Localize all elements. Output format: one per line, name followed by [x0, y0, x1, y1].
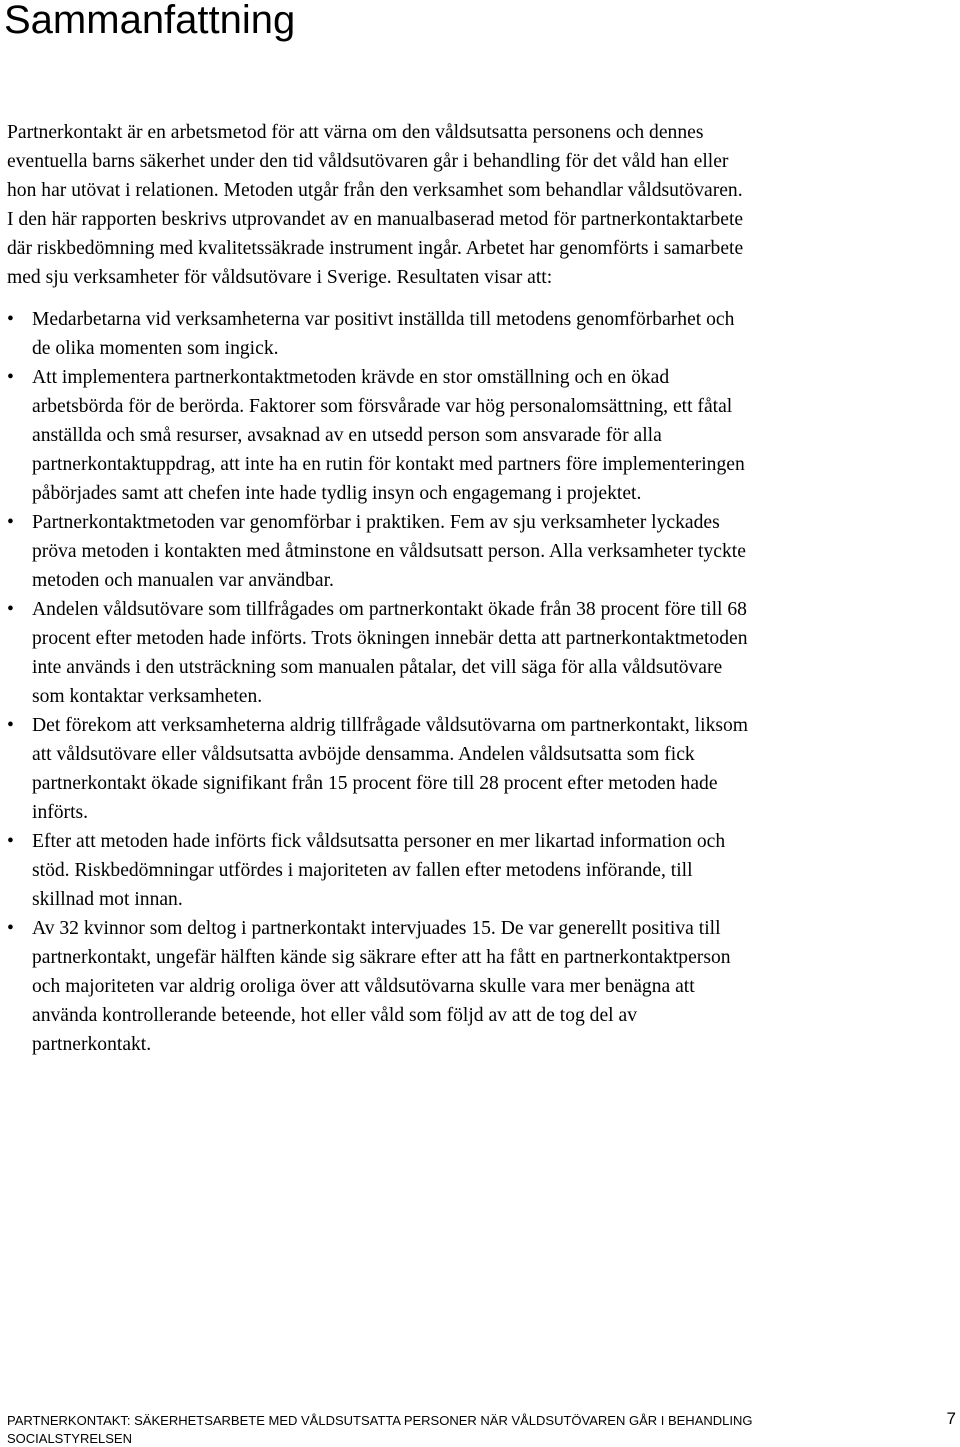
- bullet-icon: •: [7, 367, 14, 388]
- list-item-text: Efter att metoden hade införts fick våldsutsatta personer en mer likartad information och stöd. Riskbedömningar utfördes i majoriteten av fallen efter metodens införande, till skillnad mot innan.: [32, 831, 726, 910]
- bullet-icon: •: [7, 831, 14, 852]
- list-item-text: Andelen våldsutövare som tillfrågades om partnerkontakt ökade från 38 procent före till 68 procent efter metoden hade införts. Trots ökningen innebär detta att partnerkontaktmetoden inte används i den utsträckning som manualen påtalar, det vill säga för alla våldsutövare som kontaktar verksamheten.: [32, 599, 748, 707]
- bullet-icon: •: [7, 512, 14, 533]
- list-item-text: Det förekom att verksamheterna aldrig tillfrågade våldsutövarna om partnerkontakt, liksom att våldsutövare eller våldsutsatta avböjde densamma. Andelen våldsutsatta som fick partnerkontakt ökade signifikant från 15 procent före till 28 procent efter metoden hade införts.: [32, 715, 749, 823]
- list-item: [7, 595, 752, 711]
- list-item: [7, 827, 752, 914]
- list-item-text: Av 32 kvinnor som deltog i partnerkontakt intervjuades 15. De var generellt positiva till partnerkontakt, ungefär hälften kände sig säkrare efter att ha fått en partnerkontaktperson och majoriteten var aldrig oroliga över att våldsutövarna skulle vara mer benägna att använda kontrollerande beteende, hot eller våld som följd av att de tog del av partnerkontakt.: [32, 918, 731, 1055]
- bullet-icon: •: [7, 715, 14, 736]
- summary-body: [7, 118, 752, 1059]
- list-item: [7, 305, 752, 363]
- bullet-icon: •: [7, 599, 14, 620]
- list-item: [7, 711, 752, 827]
- bullet-icon: •: [7, 309, 14, 330]
- page-title: Sammanfattning: [4, 0, 296, 42]
- list-item: [7, 914, 752, 1059]
- page-number: 7: [946, 1409, 956, 1428]
- list-item: [7, 508, 752, 595]
- bullet-icon: •: [7, 918, 14, 939]
- list-item-text: Partnerkontaktmetoden var genomförbar i praktiken. Fem av sju verksamheter lyckades pröva metoden i kontakten med åtminstone en våldsutsatt person. Alla verksamheter tyckte metoden och manualen var användbar.: [32, 512, 746, 591]
- intro-paragraph: Partnerkontakt är en arbetsmetod för att värna om den våldsutsatta personens och dennes eventuella barns säkerhet under den tid våldsutövaren går i behandling för det våld han eller hon har utövat i relationen. Metoden utgår från den verksamhet som behandlar våldsutövaren. I den här rapporten beskrivs utprovandet av en manualbaserad metod för partnerkontaktarbete där riskbedömning med kvalitetssäkrade instrument ingår. Arbetet har genomförts i samarbete med sju verksamheter för våldsutövare i Sverige. Resultaten visar att:: [7, 122, 744, 288]
- footer-publisher: SOCIALSTYRELSEN: [7, 1431, 132, 1446]
- footer-report-title: PARTNERKONTAKT: SÄKERHETSARBETE MED VÅLDSUTSATTA PERSONER NÄR VÅLDSUTÖVAREN GÅR I BEHANDLING: [7, 1413, 753, 1428]
- list-item-text: Medarbetarna vid verksamheterna var positivt inställda till metodens genomförbarhet och de olika momenten som ingick.: [32, 309, 735, 359]
- findings-list: [7, 305, 752, 1059]
- list-item-text: Att implementera partnerkontaktmetoden krävde en stor omställning och en ökad arbetsbörda för de berörda. Faktorer som försvårade var hög personalomsättning, ett fåtal anställda och små resurser, avsaknad av en utsedd person som ansvarade för alla partnerkontaktuppdrag, att inte ha en rutin för kontakt med partners före implementeringen påbörjades samt att chefen inte hade tydlig insyn och engagemang i projektet.: [32, 367, 745, 504]
- list-item: [7, 363, 752, 508]
